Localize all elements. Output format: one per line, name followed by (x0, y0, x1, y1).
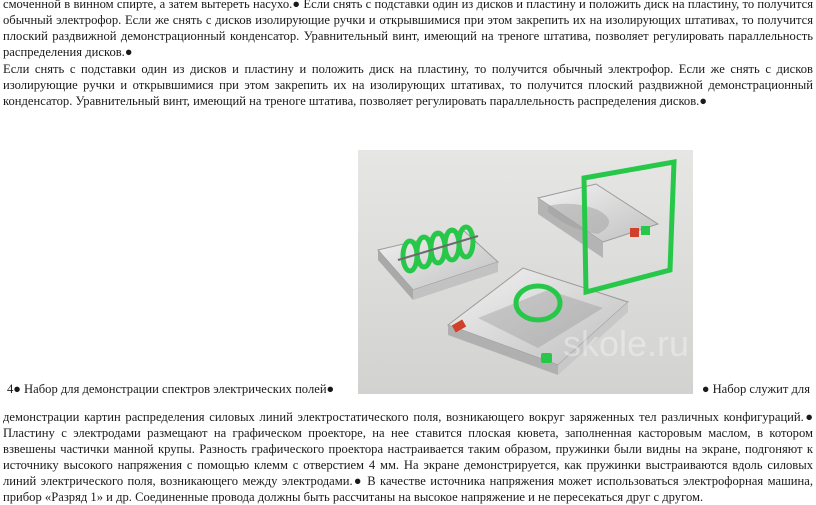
body-paragraph-1: смоченной в винном спирте, а затем вытереть насухо.● Если снять с подставки один из дисков и пластину и положить диск на пластину, то получится обычный электрофор. Если же снять с дисков изолирующие ручки и открывшимися при этом закрепить их на изолирующих штативах, то получится плоский раздвижной демонстрационный конденсатор. Уравнительный винт, имеющий на треноге штатива, позволяет регулировать параллельность распределения дисков.● (3, 0, 813, 59)
figure-caption: 4● Набор для демонстрации спектров электрических полей● (7, 382, 335, 396)
electric-field-kit-photo (358, 150, 693, 394)
body-paragraph-3: демонстрации картин распределения силовых линий электростатического поля, возникающего вокруг заряженных тел различных конфигураций.● Пластину с электродами размещают на графическом проекторе, на нее ставится плоская кювета, заполненная касторовым маслом, в котором взвешены частички манной крупы. Разность графического проектора настраивается таким образом, пружинки были видны на экране, подгоняют к источнику высокого напряжения с помощью клемм с отверстием 4 мм. На экране демонстрируется, как пружинки выстраиваются вдоль силовых линий электрического поля, возникающего между электродами.● В качестве источника напряжения может использоваться электрофорная машина, прибор «Разряд 1» и др. Соединенные провода должны быть рассчитаны на высокое напряжение и не пересекаться друг с другом. (3, 410, 813, 504)
body-paragraph-2: Если снять с подставки один из дисков и пластину и положить диск на пластину, то получится обычный электрофор. Если же снять с дисков изолирующие ручки и открывшимися при этом закрепить их на изолирующих штативах, то получится плоский раздвижной демонстрационный конденсатор. Уравнительный винт, имеющий на треноге штатива, позволяет регулировать параллельность распределения дисков.● (3, 62, 813, 108)
caption-continuation: ● Набор служит для (701, 382, 810, 396)
figure-caption-line (3, 381, 813, 397)
watermark-text: skole.ru (562, 323, 690, 364)
